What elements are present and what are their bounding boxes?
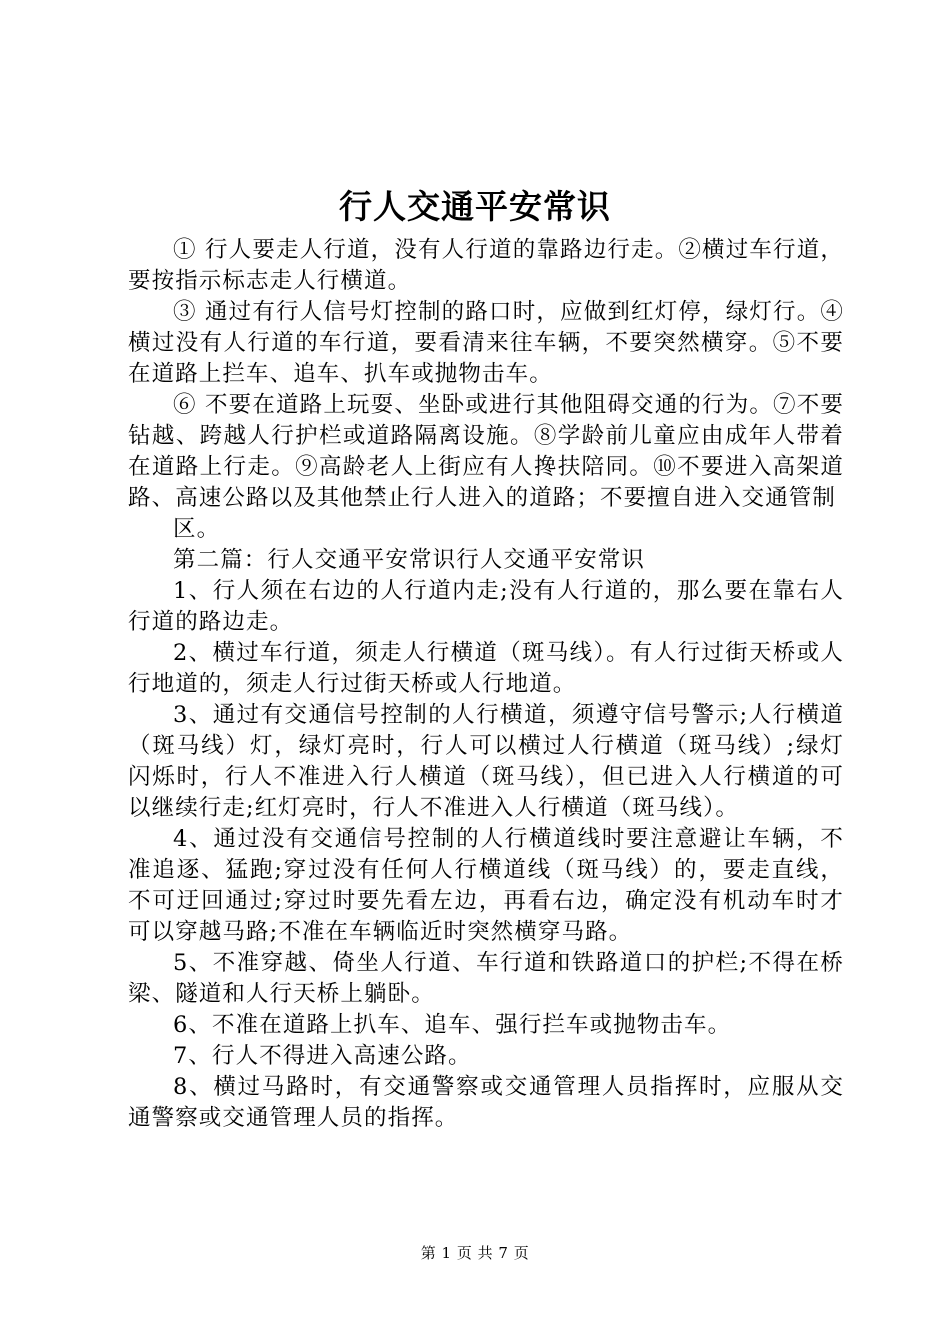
section-heading: 第二篇：行人交通平安常识行人交通平安常识 [173, 547, 646, 573]
document-title: 行人交通平安常识 [339, 187, 611, 226]
paragraph: 3、通过有交通信号控制的人行横道，须遵守信号警示;人行横道（斑马线）灯，绿灯亮时，行人可以横过人行横道（斑马线）;绿灯闪烁时，行人不准进入行人横道（斑马线），但已进入人行横道的可以继续行走;红灯亮时，行人不准进入人行横道（斑马线）。 [128, 702, 844, 821]
paragraph: ③ 通过有行人信号灯控制的路口时，应做到红灯停，绿灯行。④横过没有人行道的车行道，要看清来往车辆，不要突然横穿。⑤不要在道路上拦车、追车、扒车或抛物击车。 [128, 299, 844, 387]
paragraph: 8、横过马路时，有交通警察或交通管理人员指挥时，应服从交通警察或交通管理人员的指挥。 [128, 1074, 844, 1131]
paragraph: 2、横过车行道，须走人行横道（斑马线）。有人行过街天桥或人行地道的，须走人行过街天桥或人行地道。 [128, 640, 844, 697]
paragraph: 7、行人不得进入高速公路。 [173, 1043, 472, 1069]
paragraph: ⑥ 不要在道路上玩耍、坐卧或进行其他阻碍交通的行为。⑦不要钻越、跨越人行护栏或道路隔离设施。⑧学龄前儿童应由成年人带着在道路上行走。⑨高龄老人上街应有人搀扶陪同。⑩不要进入高架道路、高速公路以及其他禁止行人进入的道路；不要擅自进入交通管制 [128, 392, 844, 511]
paragraph: 5、不准穿越、倚坐人行道、车行道和铁路道口的护栏;不得在桥梁、隧道和人行天桥上躺卧。 [128, 950, 844, 1007]
paragraph: 4、通过没有交通信号控制的人行横道线时要注意避让车辆，不准追逐、猛跑;穿过没有任何人行横道线（斑马线）的，要走直线，不可迂回通过;穿过时要先看左边，再看右边，确定没有机动车时才可以穿越马路;不准在车辆临近时突然横穿马路。 [128, 826, 844, 945]
paragraph: 1、行人须在右边的人行道内走;没有人行道的，那么要在靠右人行道的路边走。 [128, 578, 844, 635]
paragraph: 6、不准在道路上扒车、追车、强行拦车或抛物击车。 [173, 1012, 732, 1038]
page-number-footer: 第 1 页 共 7 页 [420, 1244, 530, 1262]
paragraph: 区。 [173, 516, 221, 542]
document-body [128, 235, 844, 1134]
paragraph: ① 行人要走人行道，没有人行道的靠路边行走。②横过车行道，要按指示标志走人行横道。 [128, 237, 844, 294]
